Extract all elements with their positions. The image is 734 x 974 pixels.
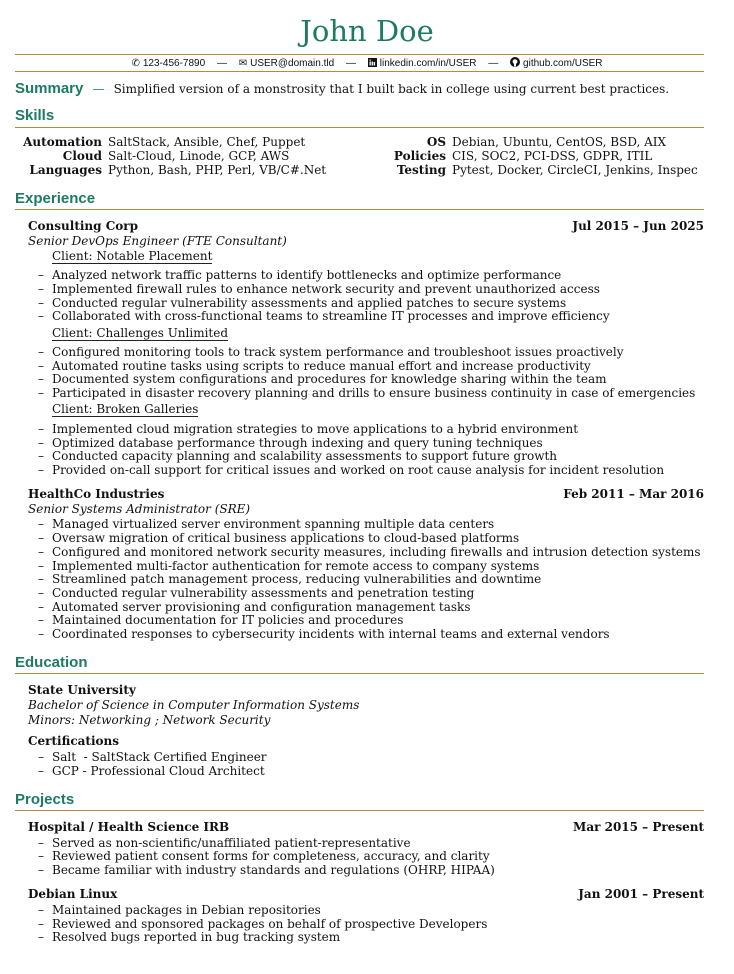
envelope-icon: ✉ xyxy=(238,58,248,69)
client-heading: Client: Broken Galleries xyxy=(52,402,199,416)
divider xyxy=(15,127,704,128)
linkedin-icon xyxy=(368,58,377,70)
list-item: – Coordinated responses to cybersecurity incidents with internal teams and external vendors xyxy=(38,627,610,641)
project-dates: Jan 2001 – Present xyxy=(578,887,704,901)
list-item: – Implemented multi-factor authentication for remote access to company systems xyxy=(38,559,540,573)
section-heading-projects: Projects xyxy=(15,791,75,808)
list-item: – Documented system configurations and procedures for knowledge sharing within the team xyxy=(38,372,607,386)
school-name: State University xyxy=(28,683,136,697)
list-item: – Provided on-call support for critical issues and worked on root cause analysis for incident resolution xyxy=(38,463,665,477)
list-item: – Configured monitoring tools to track system performance and troubleshoot issues proactively xyxy=(38,345,624,359)
list-item: – Conducted capacity planning and scalability assessments to support future growth xyxy=(38,449,558,463)
job-title: Senior Systems Administrator (SRE) xyxy=(28,502,251,516)
list-item: – GCP - Professional Cloud Architect xyxy=(38,764,265,778)
list-item: – Oversaw migration of critical business applications to cloud-based platforms xyxy=(38,531,520,545)
skill-label: Languages xyxy=(29,163,102,177)
project-name: Debian Linux xyxy=(28,887,118,901)
list-item: – Configured and monitored network security measures, including firewalls and intrusion detection systems xyxy=(38,545,701,559)
list-item: – Automated routine tasks using scripts to reduce manual effort and increase productivity xyxy=(38,359,591,373)
list-item: – Reviewed and sponsored packages on behalf of prospective Developers xyxy=(38,917,488,931)
list-item: – Optimized database performance through indexing and query tuning techniques xyxy=(38,436,543,450)
project-dates: Mar 2015 – Present xyxy=(573,820,704,834)
list-item: – Streamlined patch management process, reducing vulnerabilities and downtime xyxy=(38,572,542,586)
summary-dash: — xyxy=(92,82,105,96)
list-item: – Participated in disaster recovery planning and drills to ensure business continuity in case of emergencies xyxy=(38,386,696,400)
list-item: – Resolved bugs reported in bug tracking system xyxy=(38,930,341,944)
list-item: – Maintained packages in Debian repositories xyxy=(38,903,321,917)
divider xyxy=(15,71,704,72)
github-icon xyxy=(510,57,520,70)
list-item: – Collaborated with cross-functional teams to streamline IT processes and improve efficiency xyxy=(38,309,610,323)
skill-value: CIS, SOC2, PCI-DSS, GDPR, ITIL xyxy=(452,149,653,163)
separator: — xyxy=(345,58,356,69)
email-link[interactable]: USER@domain.tld xyxy=(250,58,335,69)
job-dates: Jul 2015 – Jun 2025 xyxy=(572,219,704,233)
company-name: Consulting Corp xyxy=(28,219,138,233)
company-name: HealthCo Industries xyxy=(28,487,165,501)
certifications-heading: Certifications xyxy=(28,734,120,748)
section-heading-experience: Experience xyxy=(15,190,96,207)
minors: Minors: Networking ; Network Security xyxy=(28,713,271,727)
degree: Bachelor of Science in Computer Information Systems xyxy=(28,698,360,712)
list-item: – Became familiar with industry standards and regulations (OHRP, HIPAA) xyxy=(38,863,495,877)
skill-value: Salt-Cloud, Linode, GCP, AWS xyxy=(108,149,290,163)
summary-row xyxy=(15,78,669,97)
list-item: – Conducted regular vulnerability assessments and penetration testing xyxy=(38,586,475,600)
skill-label: Testing xyxy=(396,163,446,177)
list-item: – Analyzed network traffic patterns to identify bottlenecks and optimize performance xyxy=(38,268,562,282)
list-item: – Implemented cloud migration strategies to move applications to a hybrid environment xyxy=(38,422,579,436)
list-item: – Managed virtualized server environment spanning multiple data centers xyxy=(38,517,495,531)
list-item: – Reviewed patient consent forms for completeness, accuracy, and clarity xyxy=(38,849,490,863)
project-name: Hospital / Health Science IRB xyxy=(28,820,230,834)
skill-label: Automation xyxy=(23,135,102,149)
skill-value: Python, Bash, PHP, Perl, VB/C#.Net xyxy=(108,163,327,177)
section-heading-education: Education xyxy=(15,654,88,671)
separator: — xyxy=(216,58,227,69)
summary-text: Simplified version of a monstrosity that I built back in college using current best practices. xyxy=(113,82,670,96)
linkedin-link[interactable]: linkedin.com/in/USER xyxy=(379,58,477,69)
job-dates: Feb 2011 – Mar 2016 xyxy=(563,487,704,501)
separator: — xyxy=(488,58,499,69)
section-heading-summary: Summary xyxy=(15,80,84,97)
list-item: – Conducted regular vulnerability assessments and applied patches to secure systems xyxy=(38,296,567,310)
list-item: – Implemented firewall rules to enhance network security and prevent unauthorized access xyxy=(38,282,600,296)
skill-label: Policies xyxy=(393,149,446,163)
client-heading: Client: Notable Placement xyxy=(52,249,213,263)
divider xyxy=(15,209,704,210)
skill-label: Cloud xyxy=(62,149,102,163)
skill-value: Debian, Ubuntu, CentOS, BSD, AIX xyxy=(452,135,667,149)
client-heading: Client: Challenges Unlimited xyxy=(52,326,229,340)
list-item: – Served as non-scientific/unaffiliated patient-representative xyxy=(38,836,411,850)
skill-value: Pytest, Docker, CircleCI, Jenkins, Inspec xyxy=(452,163,698,177)
list-item: – Automated server provisioning and configuration management tasks xyxy=(38,600,471,614)
contact-bar xyxy=(0,57,734,70)
skill-value: SaltStack, Ansible, Chef, Puppet xyxy=(108,135,306,149)
divider xyxy=(15,54,704,55)
phone[interactable]: 123-456-7890 xyxy=(142,58,206,69)
skill-label: OS xyxy=(426,135,446,149)
job-title: Senior DevOps Engineer (FTE Consultant) xyxy=(28,234,287,248)
github-link[interactable]: github.com/USER xyxy=(523,58,603,69)
resume-name: John Doe xyxy=(300,14,434,48)
list-item: – Salt - SaltStack Certified Engineer xyxy=(38,750,267,764)
divider xyxy=(15,810,704,811)
divider xyxy=(15,673,704,674)
list-item: – Maintained documentation for IT policies and procedures xyxy=(38,613,404,627)
phone-icon: ✆ xyxy=(131,58,140,69)
section-heading-skills: Skills xyxy=(15,107,55,124)
